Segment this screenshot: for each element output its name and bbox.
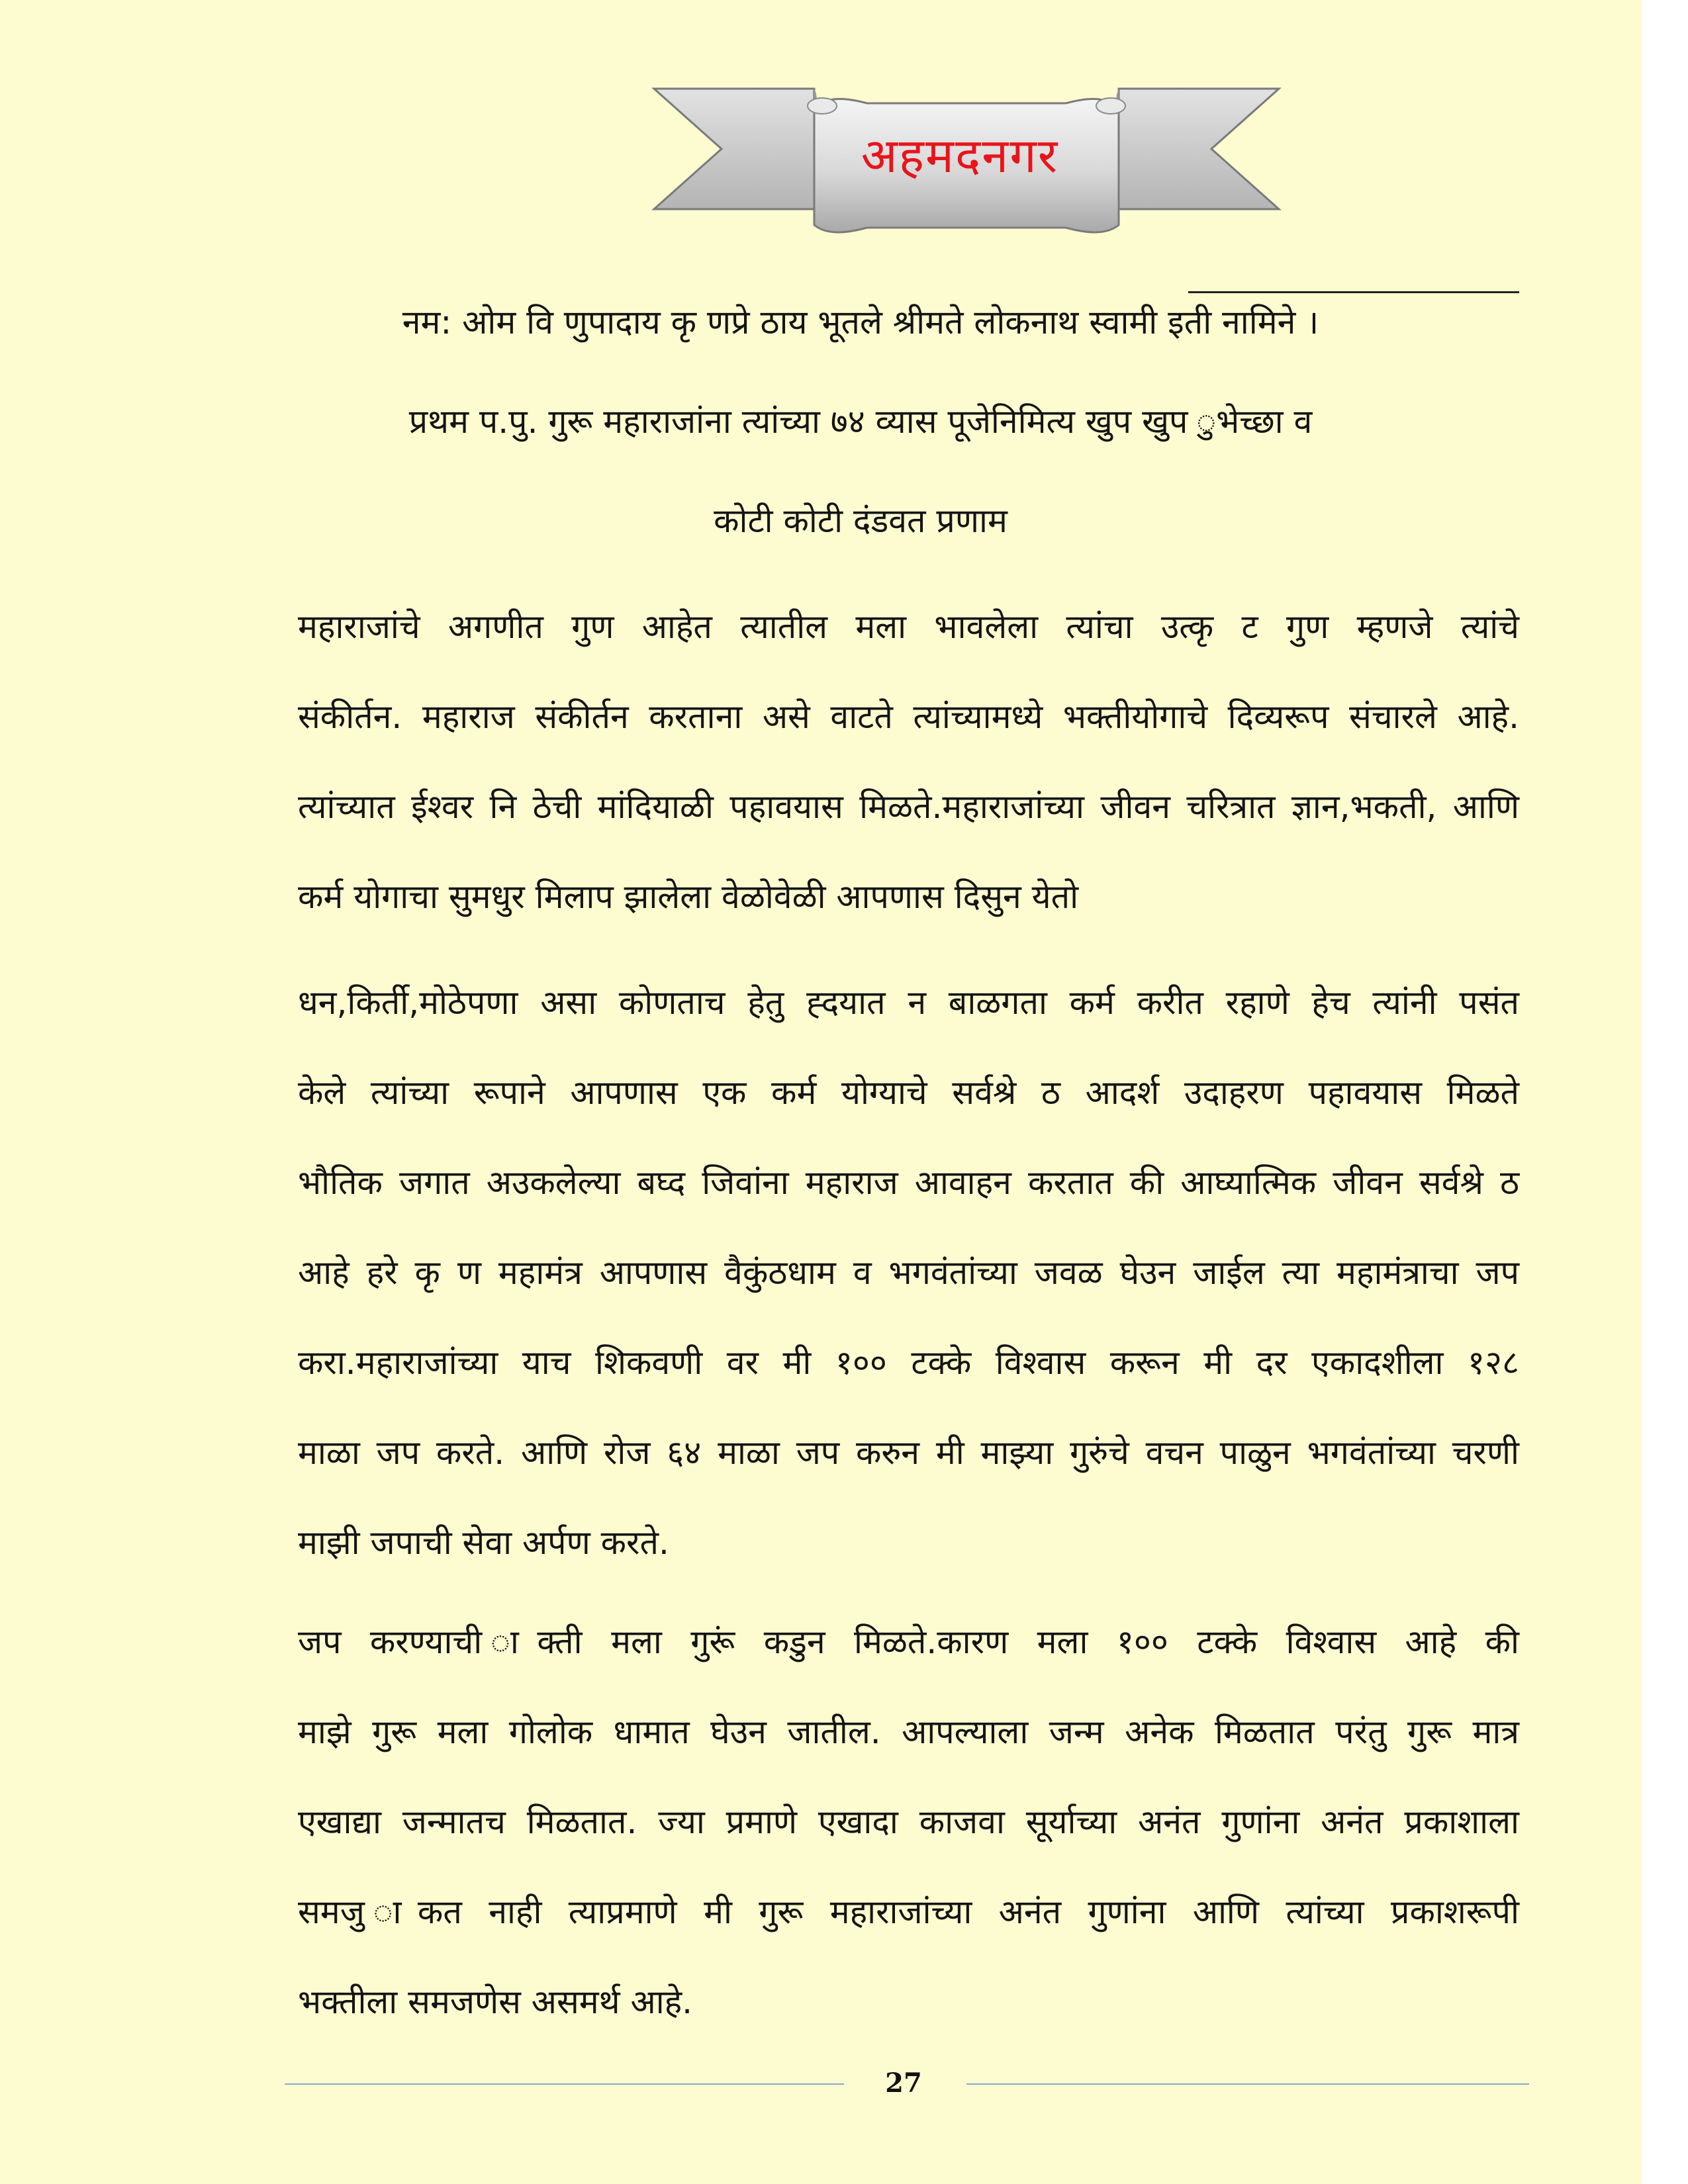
paragraph2-line: धन,किर्ती,मोठेपणा असा कोणताच हेतु ह्दयात न बाळगता कर्म करीत रहाणे हेच त्यांनी पसंत [298, 983, 1519, 1022]
paragraph3-line: माझे गुरू मला गोलोक धामात घेउन जातील. आपल्याला जन्म अनेक मिळतात परंतु गुरू मात्र [298, 1713, 1519, 1751]
paragraph2-line: माळा जप करते. आणि रोज ६४ माळा जप करुन मी माझ्या गुरुंचे वचन पाळुन भगवंतांच्या चरणी [298, 1433, 1519, 1472]
paragraph1-line: त्यांच्यात ईश्वर नि ठेची मांदियाळी पहावयास मिळते.महाराजांच्या जीवन चरित्रात ज्ञान,भकती, आणि [298, 788, 1519, 826]
paragraph2-line: भौतिक जगात अउकलेल्या बघ्द जिवांना महाराज आवाहन करतात की आघ्यात्मिक जीवन सर्वश्रे ठ [298, 1163, 1519, 1202]
pranam-line: कोटी कोटी दंडवत प्रणाम [714, 502, 1008, 540]
paragraph3-line: एखाद्या जन्मातच मिळतात. ज्या प्रमाणे एखादा काजवा सूर्याच्या अनंत गुणांना अनंत प्रकाशाला [298, 1803, 1519, 1841]
paragraph2-line: केले त्यांच्या रूपाने आपणास एक कर्म योग्याचे सर्वश्रे ठ आदर्श उदाहरण पहावयास मिळते [298, 1073, 1519, 1112]
footer-rule-left [285, 2083, 844, 2085]
footer-rule-right [966, 2083, 1529, 2085]
greeting-line: प्रथम प.पु. गुरू महाराजांना त्यांच्या ७४ व्यास पूजेनिमित्य खुप खुप ुभेच्छा व [408, 402, 1313, 441]
invocation-line: नम: ओम वि णुपादाय कृ णप्रे ठाय भूतले श्रीमते लोकनाथ स्वामी इती नामिने । [402, 303, 1319, 341]
paragraph2-line: माझी जपाची सेवा अर्पण करते. [298, 1524, 669, 1562]
banner-title: अहमदनगर [861, 128, 1059, 183]
paragraph3-line: जप करण्याची ाक्ती मला गुरूं कडुन मिळते.कारण मला १०० टक्के विश्वास आहे की [298, 1623, 1519, 1661]
paragraph2-line: आहे हरे कृ ण महामंत्र आपणास वैकुंठधाम व भगवंतांच्या जवळ घेउन जाईल त्या महामंत्राचा जप [298, 1253, 1519, 1292]
paragraph2-line: करा.महाराजांच्या याच शिकवणी वर मी १०० टक्के विश्वास करून मी दर एकादशीला १२८ [298, 1343, 1519, 1382]
page-edge [1642, 0, 1688, 2184]
header-rule [1188, 291, 1519, 293]
page-number: 27 [885, 2068, 922, 2099]
paragraph3-line: समजु ाकत नाही त्याप्रमाणे मी गुरू महाराजांच्या अनंत गुणांना आणि त्यांच्या प्रकाशरूपी [298, 1893, 1519, 1931]
paragraph3-line: भक्तीला समजणेस असमर्थ आहे. [298, 1983, 693, 2021]
paragraph1-line: महाराजांचे अगणीत गुण आहेत त्यातील मला भावलेला त्यांचा उत्कृ ट गुण म्हणजे त्यांचे [298, 608, 1519, 646]
paragraph1-line: कर्म योगाचा सुमधुर मिलाप झालेला वेळोवेळी आपणास दिसुन येतो [298, 878, 1079, 916]
title-banner [649, 79, 1284, 238]
paragraph1-line: संकीर्तन. महाराज संकीर्तन करताना असे वाटते त्यांच्यामध्ये भक्तीयोगाचे दिव्यरूप संचारले आहे. [298, 698, 1519, 736]
